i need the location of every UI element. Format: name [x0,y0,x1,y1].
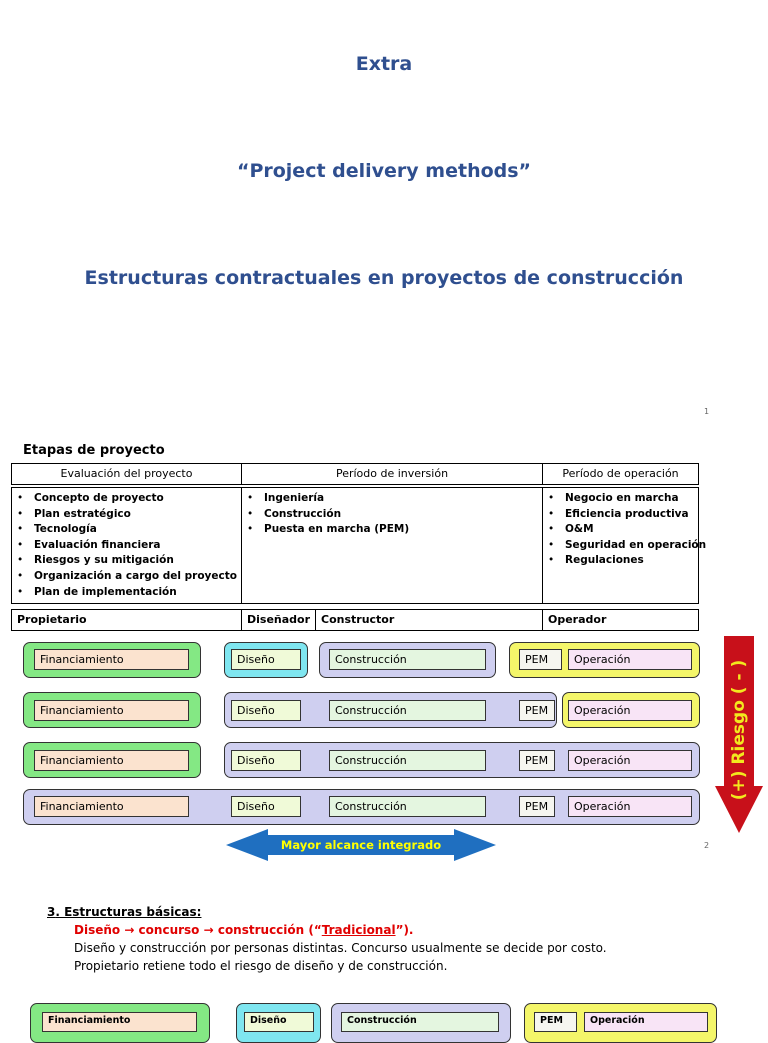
line1-suffix: ”). [395,923,414,937]
list-item: • Concepto de proyecto [12,491,241,507]
box-diseno: Diseño [231,649,301,670]
section-3-number: 3 [47,905,56,919]
box-construccion: Construcción [329,796,486,817]
line1-underlined: Tradicional [321,923,396,937]
line1-prefix: Diseño → concurso → construcción (“ [74,923,322,937]
box-financiamiento: Financiamiento [42,1012,197,1032]
col-header-evaluacion: Evaluación del proyecto [11,463,242,485]
list-item: • Riesgos y su mitigación [12,553,241,569]
box-operacion: Operación [584,1012,708,1032]
page-number-2: 2 [704,841,710,850]
scope-arrow-label: Mayor alcance integrado [280,838,442,852]
list-item: • Evaluación financiera [12,538,241,554]
box-construccion: Construcción [341,1012,499,1032]
list-item: • Ingeniería [242,491,542,507]
box-pem: PEM [519,649,562,670]
box-construccion: Construcción [329,649,486,670]
list-item: • O&M [543,522,698,538]
box-pem: PEM [534,1012,577,1032]
section-3-line-2: Diseño y construcción por personas distintas. Concurso usualmente se decide por costo. [74,941,607,955]
box-pem: PEM [519,750,555,771]
list-item: • Seguridad en operación [543,538,698,554]
list-item: • Construcción [242,507,542,523]
slide-title: Extra [355,53,413,75]
slide-subtitle: “Project delivery methods” [236,160,532,182]
list-item: • Regulaciones [543,553,698,569]
box-operacion: Operación [568,649,692,670]
section-3-heading [47,903,607,921]
box-construccion: Construcción [329,700,486,721]
box-operacion: Operación [568,700,692,721]
slide-heading: Estructuras contractuales en proyectos de construcción [84,267,684,289]
list-item: • Tecnología [12,522,241,538]
list-item: • Plan estratégico [12,507,241,523]
box-financiamiento: Financiamiento [34,750,189,771]
section-3-line-1 [47,921,607,939]
col-inversion-list [241,487,543,604]
box-diseno: Diseño [231,700,301,721]
col-header-inversion: Período de inversión [241,463,543,485]
box-financiamiento: Financiamiento [34,796,189,817]
box-financiamiento: Financiamiento [34,700,189,721]
risk-arrow-label: (+) Riesgo ( - ) [729,659,749,801]
section-3-title: . Estructuras básicas: [55,905,202,919]
etapas-heading: Etapas de proyecto [23,443,165,458]
page-number-1: 1 [704,407,710,416]
box-construccion: Construcción [329,750,486,771]
box-pem: PEM [519,796,555,817]
role-disenador: Diseñador [241,609,316,631]
role-constructor: Constructor [315,609,543,631]
section-3-line-3: Propietario retiene todo el riesgo de diseño y de construcción. [74,959,448,973]
box-diseno: Diseño [244,1012,314,1032]
col-operacion-list [542,487,707,604]
role-operador: Operador [542,609,699,631]
col-evaluacion-list [11,487,242,604]
list-item: • Puesta en marcha (PEM) [242,522,542,538]
section-3 [47,903,607,975]
box-operacion: Operación [568,750,692,771]
list-item: • Negocio en marcha [543,491,698,507]
box-financiamiento: Financiamiento [34,649,189,670]
box-pem: PEM [519,700,555,721]
box-diseno: Diseño [231,750,301,771]
list-item: • Eficiencia productiva [543,507,698,523]
role-propietario: Propietario [11,609,242,631]
list-item: • Organización a cargo del proyecto [12,569,241,585]
col-header-operacion: Período de operación [542,463,699,485]
box-operacion: Operación [568,796,692,817]
box-diseno: Diseño [231,796,301,817]
list-item: • Plan de implementación [12,585,241,601]
